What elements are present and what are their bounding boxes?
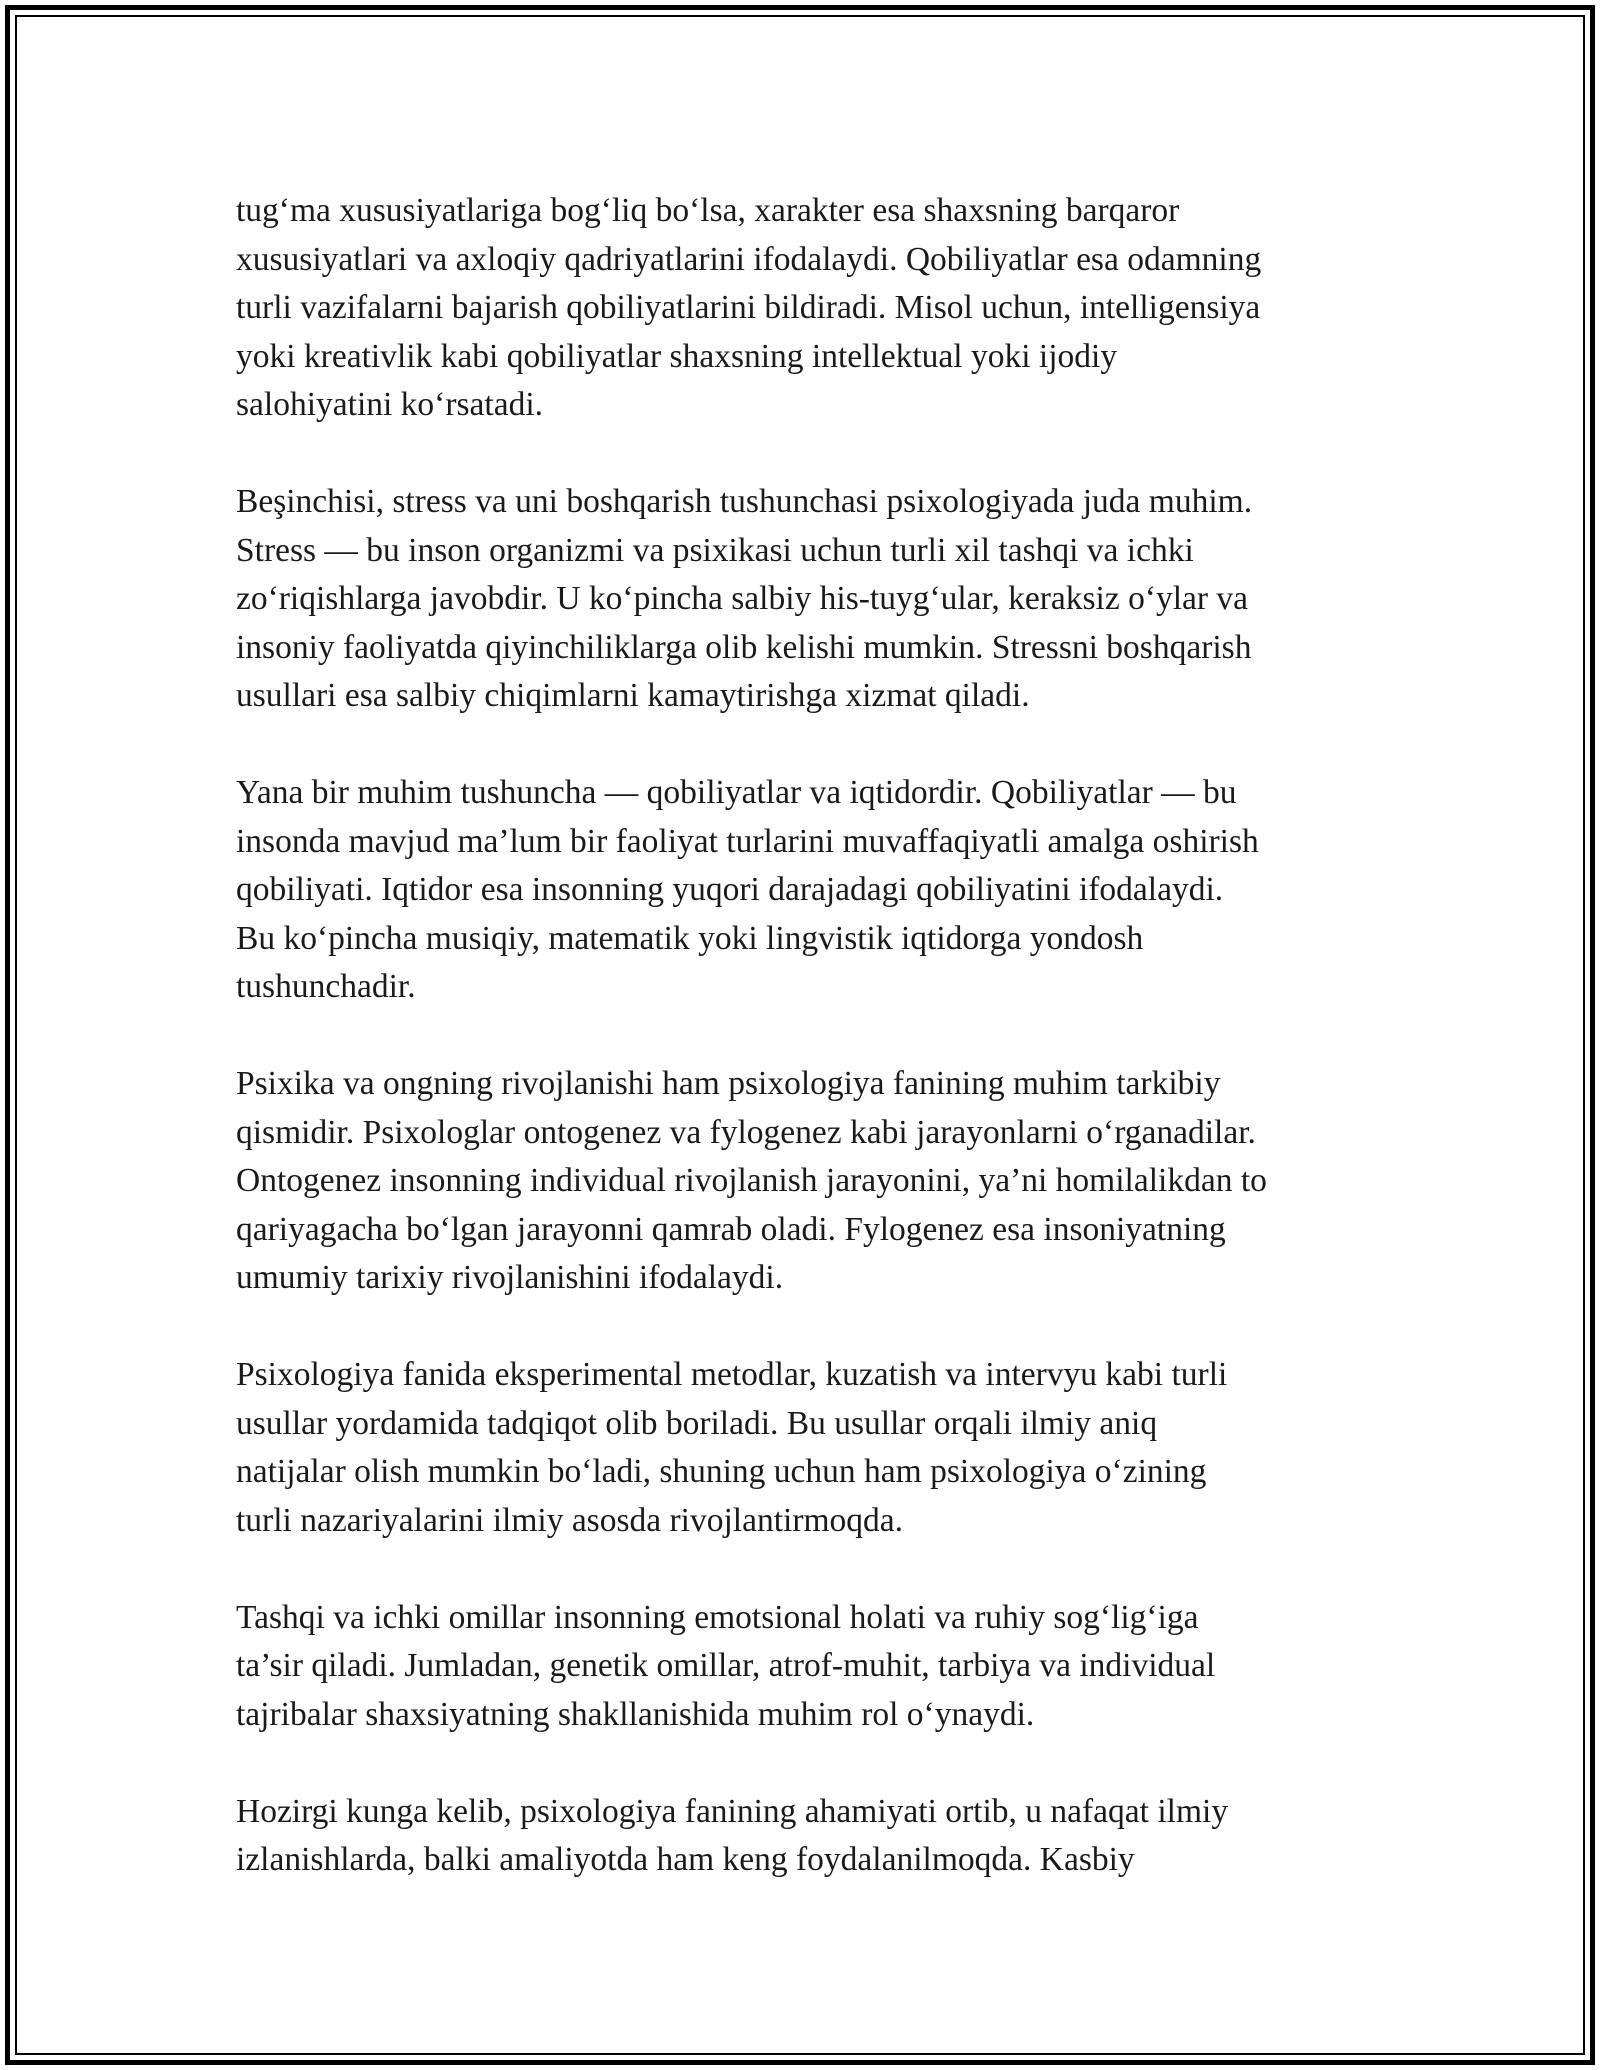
document-body [236, 187, 1386, 1933]
text-line: qismidir. Psixologlar ontogenez va fylogenez kabi jarayonlarni o‘rganadilar. [236, 1113, 1256, 1151]
text-line: xususiyatlari va axloqiy qadriyatlarini ifodalaydi. Qobiliyatlar esa odamning [236, 240, 1262, 278]
text-line: insoniy faoliyatda qiyinchiliklarga olib kelishi mumkin. Stressni boshqarish [236, 628, 1252, 666]
paragraph [236, 187, 1386, 430]
text-line: umumiy tarixiy rivojlanishini ifodalaydi. [236, 1259, 784, 1296]
text-line: qobiliyati. Iqtidor esa insonning yuqori darajadagi qobiliyatini ifodalaydi. [236, 871, 1224, 908]
text-line: turli vazifalarni bajarish qobiliyatlarini bildiradi. Misol uchun, intelligensiya [236, 289, 1261, 326]
text-line: Bu ko‘pincha musiqiy, matematik yoki lingvistik iqtidorga yondosh [236, 919, 1144, 957]
text-line: yoki kreativlik kabi qobiliyatlar shaxsning intellektual yoki ijodiy [236, 337, 1118, 375]
paragraph [236, 1788, 1386, 1885]
text-line: zo‘riqishlarga javobdir. U ko‘pincha salbiy his-tuyg‘ular, keraksiz o‘ylar va [236, 580, 1249, 617]
text-line: tajribalar shaxsiyatning shakllanishida muhim rol o‘ynaydi. [236, 1695, 1035, 1733]
text-line: salohiyatini ko‘rsatadi. [236, 386, 544, 423]
text-line: Yana bir muhim tushuncha — qobiliyatlar va iqtidordir. Qobiliyatlar — bu [236, 774, 1237, 811]
text-line: usullari esa salbiy chiqimlarni kamaytirishga xizmat qiladi. [236, 677, 1030, 714]
text-line: Psixologiya fanida eksperimental metodlar, kuzatish va intervyu kabi turli [236, 1356, 1228, 1393]
text-line: insonda mavjud ma’lum bir faoliyat turlarini muvaffaqiyatli amalga oshirish [236, 822, 1259, 860]
paragraph [236, 769, 1386, 1012]
text-line: qariyagacha bo‘lgan jarayonni qamrab oladi. Fylogenez esa insoniyatning [236, 1210, 1226, 1248]
text-line: Beşinchisi, stress va uni boshqarish tushunchasi psixologiyada juda muhim. [236, 483, 1253, 520]
text-line: Psixika va ongning rivojlanishi ham psixologiya fanining muhim tarkibiy [236, 1065, 1221, 1102]
text-line: Tashqi va ichki omillar insonning emotsional holati va ruhiy sog‘lig‘iga [236, 1598, 1199, 1636]
text-line: tug‘ma xususiyatlariga bog‘liq bo‘lsa, xarakter esa shaxsning barqaror [236, 192, 1180, 229]
text-line: turli nazariyalarini ilmiy asosda rivojlantirmoqda. [236, 1501, 904, 1539]
text-line: usullar yordamida tadqiqot olib boriladi. Bu usullar orqali ilmiy aniq [236, 1404, 1158, 1442]
text-line: natijalar olish mumkin bo‘ladi, shuning uchun ham psixologiya o‘zining [236, 1453, 1207, 1490]
text-line: Hozirgi kunga kelib, psixologiya fanining ahamiyati ortib, u nafaqat ilmiy [236, 1792, 1229, 1830]
text-line: Stress — bu inson organizmi va psixikasi uchun turli xil tashqi va ichki [236, 531, 1194, 569]
paragraph [236, 478, 1386, 721]
paragraph [236, 1351, 1386, 1545]
paragraph [236, 1060, 1386, 1303]
text-line: Ontogenez insonning individual rivojlanish jarayonini, ya’ni homilalikdan to [236, 1162, 1267, 1199]
text-line: ta’sir qiladi. Jumladan, genetik omillar, atrof-muhit, tarbiya va individual [236, 1647, 1216, 1684]
text-line: izlanishlarda, balki amaliyotda ham keng foydalanilmoqda. Kasbiy [236, 1841, 1135, 1878]
paragraph [236, 1594, 1386, 1740]
text-line: tushunchadir. [236, 968, 416, 1005]
